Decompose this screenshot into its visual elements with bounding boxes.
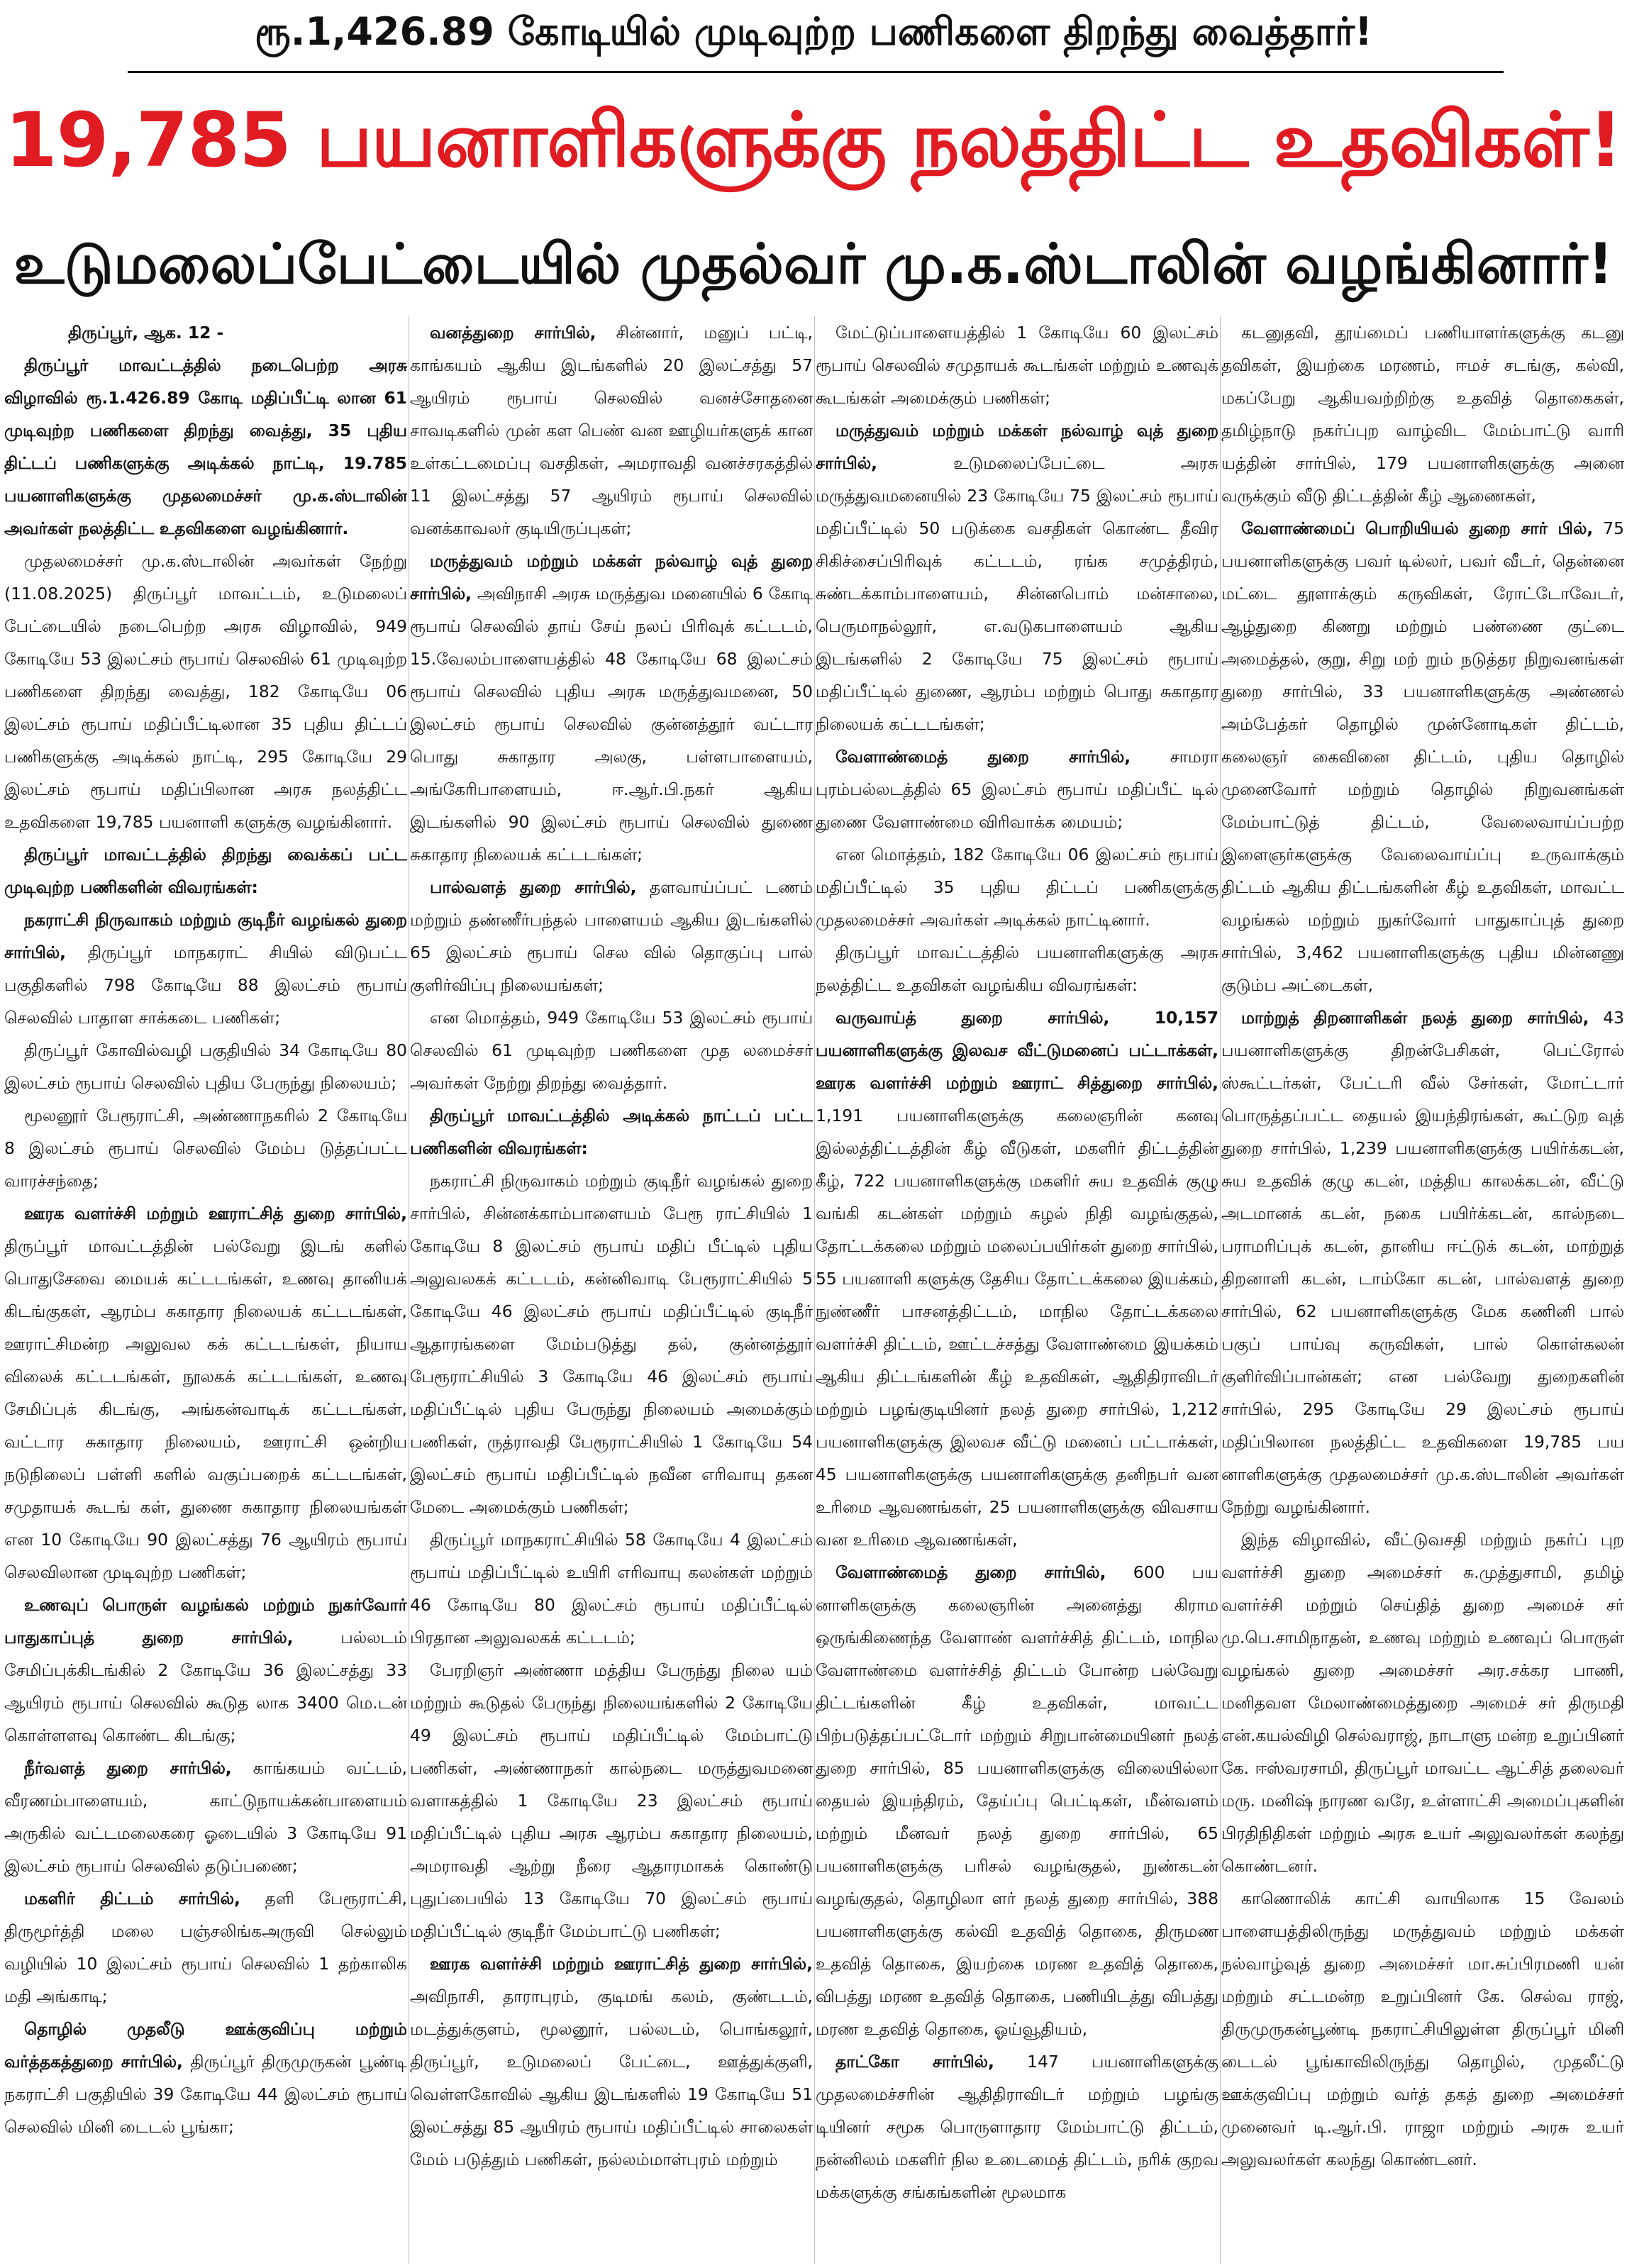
article-paragraph: மேட்டுப்பாளையத்தில் 1 கோடியே 60 இலட்சம் ரூபாய் செலவில் சமுதாயக் கூடங்கள் மற்றும் உணவுக் கூடங்கள் அமைக்கும் பணிகள்; — [816, 323, 1218, 408]
article-paragraph: என மொத்தம், 949 கோடியே 53 இலட்சம் ரூபாய் செலவில் 61 முடிவுற்ற பணிகளை முத லமைச்சர் அவர்கள் நேற்று திறந்து வைத்தார். — [410, 1008, 813, 1093]
paragraph-lead-in: மகளிர் திட்டம் சார்பில், — [24, 1889, 240, 1908]
paragraph-lead-in: வேளாண்மைத் துறை சார்பில், — [835, 747, 1131, 767]
paragraph-text: 43 பயனாளிகளுக்கு திறன்பேசிகள், பெட்ரோல் ஸ்கூட்டர்கள், பேட்டரி வீல் சேர்கள், மோட்டார் பொருத்தப்பட்ட தையல் இயந்திரங்கள், கூட்டுற வுத் துறை சார்பில், 1,239 பயனாளிகளுக்கு பயிர்க்கடன், சுய உதவிக் குழு கடன், மத்திய காலக்கடன், வீட்டு அடமானக் கடன், நகை பயிர்க்கடன், கால்நடை பராமரிப்புக் கடன், தானிய ஈட்டுக் கடன், மாற்றுத் திறனாளி கடன், டாம்கோ கடன், பால்வளத் துறை சார்பில், 62 பயனாளிகளுக்கு மேக கணினி பால் பகுப் பாய்வு கருவிகள், பால் கொள்கலன் குளிர்விப்பான்கள்; என பல்வேறு துறைகளின் சார்பில், 295 கோடியே 29 இலட்சம் ரூபாய் மதிப்பிலான நலத்திட்ட உதவிகளை 19,785 பய னாளிகளுக்கு முதலமைச்சர் மு.க.ஸ்டாலின் அவர்கள் நேற்று வழங்கினார். — [1221, 1008, 1624, 1517]
paragraph-text: 600 பய னாளிகளுக்கு கலைஞரின் அனைத்து கிராம ஒருங்கிணைந்த வேளாண் வளர்ச்சித் திட்டம், மாநில வேளாண்மை வளர்ச்சித் திட்டம் போன்ற பல்வேறு திட்டங்களின் கீழ் உதவிகள், மாவட்ட பிற்படுத்தப்பட்டோர் மற்றும் சிறுபான்மையினர் நலத் துறை சார்பில், 85 பயனாளிகளுக்கு விலையில்லா தையல் இயந்திரம், தேய்ப்பு பெட்டிகள், மீன்வளம் மற்றும் மீனவர் நலத் துறை சார்பில், 65 பயனாளிகளுக்கு பரிசல் வழங்குதல், நுண்கடன் வழங்குதல், தொழிலா ளர் நலத் துறை சார்பில், 388 பயனாளிகளுக்கு கல்வி உதவித் தொகை, திருமண உதவித் தொகை, இயற்கை மரண உதவித் தொகை, விபத்து மரண உதவித் தொகை, பணியிடத்து விபத்து மரண உதவித் தொகை, ஓய்வூதியம், — [816, 1562, 1218, 2039]
article-paragraph: காணொலிக் காட்சி வாயிலாக 15 வேலம் பாளையத்திலிருந்து மருத்துவம் மற்றும் மக்கள் நல்வாழ்வுத் துறை அமைச்சர் மா.சுப்பிரமணி யன் மற்றும் சட்டமன்ற உறுப்பினர் கே. செல்வ ராஜ், திருமுருகன்பூண்டி நகராட்சியிலுள்ள திருப்பூர் மினி டைடல் பூங்காவிலிருந்து தொழில், முதலீட்டு ஊக்குவிப்பு மற்றும் வர்த் தகத் துறை அமைச்சர் முனைவர் டி.ஆர்.பி. ராஜா மற்றும் அரசு உயர் அலுவலர்கள் கலந்து கொண்டனர். — [1221, 1889, 1624, 2169]
article-paragraph: திருப்பூர் மாநகராட்சியில் 58 கோடியே 4 இலட்சம் ரூபாய் மதிப்பீட்டில் உயிரி எரிவாயு கலன்கள் மற்றும் 46 கோடியே 80 இலட்சம் ரூபாய் மதிப்பீட்டில் பிரதான அலுவலகக் கட்டடம்; — [410, 1530, 813, 1647]
article-column-1 — [4, 316, 407, 2265]
paragraph-text: 1,191 பயனாளிகளுக்கு கலைஞரின் கனவு இல்லத்திட்டத்தின் கீழ் வீடுகள், மகளிர் திட்டத்தின் கீழ், 722 பயனாளிகளுக்கு மகளிர் சுய உதவிக் குழு வங்கி கடன்கள் மற்றும் சுழல் நிதி வழங்குதல், தோட்டக்கலை மற்றும் மலைப்பயிர்கள் துறை சார்பில், 55 பயனாளி களுக்கு தேசிய தோட்டக்கலை இயக்கம், நுண்ணீர் பாசனத்திட்டம், மாநில தோட்டக்கலை வளர்ச்சி திட்டம், ஊட்டச்சத்து வேளாண்மை இயக்கம் ஆகிய திட்டங்களின் கீழ் உதவிகள், ஆதிதிராவிடர் மற்றும் பழங்குடியினர் நலத் துறை சார்பில், 1,212 பயனாளிகளுக்கு இலவச வீட்டு மனைப் பட்டாக்கள், 45 பயனாளிகளுக்கு பயனாளிகளுக்கு தனிநபர் வன உரிமை ஆவணங்கள், 25 பயனாளிகளுக்கு விவசாய வன உரிமை ஆவணங்கள், — [816, 1106, 1218, 1550]
paragraph-lead-in: மருத்துவம் மற்றும் மக்கள் நல்வாழ் வுத் துறை சார்பில், — [816, 421, 1218, 473]
paragraph-text: பல்லடம் சேமிப்புக்கிடங்கில் 2 கோடியே 36 இலட்சத்து 33 ஆயிரம் ரூபாய் செலவில் கூடுத லாக 3400 மெ.டன் கொள்ளளவு கொண்ட கிடங்கு; — [4, 1628, 407, 1745]
article-paragraph: கடனுதவி, தூய்மைப் பணியாளர்களுக்கு கடனு தவிகள், இயற்கை மரணம், ஈமச் சடங்கு, கல்வி, மகப்பேறு ஆகியவற்றிற்கு உதவித் தொகைகள், தமிழ்நாடு நகர்ப்புற வாழ்விட மேம்பாட்டு வாரி யத்தின் சார்பில், 179 பயனாளிகளுக்கு அனை வருக்கும் வீடு திட்டத்தின் கீழ் ஆணைகள், — [1221, 323, 1624, 506]
article-paragraph — [410, 1947, 813, 2176]
article-column-4 — [1221, 316, 1624, 2265]
paragraph-text: திருப்பூர் மாவட்டத்தின் பல்வேறு இடங் களில் பொதுசேவை மையக் கட்டடங்கள், உணவு தானியக் கிடங்குகள், ஆரம்ப சுகாதார நிலையக் கட்டடங்கள், ஊராட்சிமன்ற அலுவல கக் கட்டடங்கள், நியாய விலைக் கட்டடங்கள், நூலகக் கட்டடங்கள், உணவு சேமிப்புக் கிடங்கு, அங்கன்வாடிக் கட்டடங்கள், வட்டார சுகாதார நிலையம், ஊராட்சி ஒன்றிய நடுநிலைப் பள்ளி களில் வகுப்பறைக் கட்டடங்கள், சமுதாயக் கூடங் கள், துணை சுகாதார நிலையங்கள் என 10 கோடியே 90 இலட்சத்து 76 ஆயிரம் ரூபாய் செலவிலான முடிவுற்ற பணிகள்; — [4, 1236, 407, 1582]
section-heading: திருப்பூர் மாவட்டத்தில் அடிக்கல் நாட்டப் பட்ட பணிகளின் விவரங்கள்: — [410, 1106, 813, 1158]
paragraph-text: சின்னார், மனுப் பட்டி, காங்கயம் ஆகிய இடங்களில் 20 இலட்சத்து 57 ஆயிரம் ரூபாய் செலவில் வனச்சோதனை சாவடிகளில் முன் கள பெண் வன ஊழியர்களுக் கான உள்கட்டமைப்பு வசதிகள், அமராவதி வனச்சரகத்தில் 11 இலட்சத்து 57 ஆயிரம் ரூபாய் செலவில் வனக்காவலர் குடியிருப்புகள்; — [410, 323, 813, 538]
kicker-divider — [128, 71, 1504, 73]
paragraph-lead-in: ஊரக வளர்ச்சி மற்றும் ஊராட்சித் துறை சார்பில், — [24, 1204, 407, 1223]
article-paragraph: திருப்பூர் கோவில்வழி பகுதியில் 34 கோடியே 80 இலட்சம் ரூபாய் செலவில் புதிய பேருந்து நிலையம்; — [4, 1040, 407, 1093]
paragraph-lead-in: நீர்வளத் துறை சார்பில், — [24, 1758, 232, 1778]
paragraph-lead-in: தொழில் முதலீடு ஊக்குவிப்பு மற்றும் வர்த்தகத்துறை சார்பில், — [4, 2019, 407, 2072]
article-paragraph — [410, 871, 813, 1001]
article-paragraph — [4, 1589, 407, 1752]
paragraph-text: 147 பயனாளிகளுக்கு முதலமைச்சரின் ஆதிதிராவிடர் மற்றும் பழங்கு டியினர் சமூக பொருளாதார மேம்பாட்டு திட்டம், நன்னிலம் மகளிர் நில உடைமைத் திட்டம், நரிக் குறவ மக்களுக்கு சங்கங்களின் மூலமாக — [816, 2052, 1218, 2202]
paragraph-lead-in: நகராட்சி நிருவாகம் மற்றும் குடிநீர் வழங்கல் துறை சார்பில், — [4, 910, 407, 962]
paragraph-text: திருப்பூர் மாநகராட் சியில் விடுபட்ட பகுதிகளில் 798 கோடியே 88 இலட்சம் ரூபாய் செலவில் பாதாள சாக்கடை பணிகள்; — [4, 943, 407, 1028]
article-paragraph: முதலமைச்சர் மு.க.ஸ்டாலின் அவர்கள் நேற்று (11.08.2025) திருப்பூர் மாவட்டம், உடுமலைப் பேட்டையில் நடைபெற்ற அரசு விழாவில், 949 கோடியே 53 இலட்சம் ரூபாய் செலவில் 61 முடிவுற்ற பணிகளை திறந்து வைத்து, 182 கோடியே 06 இலட்சம் ரூபாய் மதிப்பீட்டிலான 35 புதிய திட்டப் பணிகளுக்கு அடிக்கல் நாட்டி, 295 கோடியே 29 இலட்சம் ரூபாய் மதிப்பிலான அரசு நலத்திட்ட உதவிகளை 19,785 பயனாளி களுக்கு வழங்கினார். — [4, 551, 407, 832]
article-paragraph — [816, 1556, 1218, 2045]
column-divider — [1220, 316, 1221, 2264]
article-paragraph — [816, 414, 1218, 740]
article-paragraph: நகராட்சி நிருவாகம் மற்றும் குடிநீர் வழங்கல் துறை சார்பில், சின்னக்காம்பாளையம் பேரூ ராட்சியில் 1 கோடியே 8 இலட்சம் ரூபாய் மதிப் பீட்டில் புதிய அலுவலகக் கட்டடம், கன்னிவாடி பேரூராட்சியில் 5 கோடியே 46 இலட்சம் ரூபாய் மதிப்பீட்டில் குடிநீர் ஆதாரங்களை மேம்படுத்து தல், குன்னத்தூர் பேரூராட்சியில் 3 கோடியே 46 இலட்சம் ரூபாய் மதிப்பீட்டில் புதிய பேருந்து நிலையம் அமைக்கும் பணிகள், ருத்ராவதி பேரூராட்சியில் 1 கோடியே 54 இலட்சம் ரூபாய் மதிப்பீட்டில் நவீன எரிவாயு தகன மேடை அமைக்கும் பணிகள்; — [410, 1171, 813, 1517]
article-paragraph: இந்த விழாவில், வீட்டுவசதி மற்றும் நகர்ப் புற வளர்ச்சி துறை அமைச்சர் சு.முத்துசாமி, தமிழ் வளர்ச்சி மற்றும் செய்தித் துறை அமைச் சர் மு.பெ.சாமிநாதன், உணவு மற்றும் உணவுப் பொருள் வழங்கல் துறை அமைச்சர் அர.சக்கர பாணி, மனிதவள மேலாண்மைத்துறை அமைச் சர் திருமதி என்.கயல்விழி செல்வராஜ், நாடாளு மன்ற உறுப்பினர் கே. ஈஸ்வரசாமி, திருப்பூர் மாவட்ட ஆட்சித் தலைவர் மரு. மனிஷ் நாரண வரே, உள்ளாட்சி அமைப்புகளின் பிரதிநிதிகள் மற்றும் அரசு உயர் அலுவலர்கள் கலந்து கொண்டனர். — [1221, 1530, 1624, 1876]
article-lead-paragraph: திருப்பூர் மாவட்டத்தில் நடைபெற்ற அரசு விழாவில் ரூ.1.426.89 கோடி மதிப்பீட்டி லான 61 முடிவுற்ற பணிகளை திறந்து வைத்து, 35 புதிய திட்டப் பணிகளுக்கு அடிக்கல் நாட்டி, 19.785 பயனாளிகளுக்கு முதலமைச்சர் மு.க.ஸ்டாலின் அவர்கள் நலத்திட்ட உதவிகளை வழங்கினார். — [4, 355, 407, 538]
article-paragraph — [816, 1001, 1218, 1556]
paragraph-text: தளவாய்ப்பட் டணம் மற்றும் தண்ணீர்பந்தல் பாளையம் ஆகிய இடங்களில் 65 இலட்சம் ரூபாய் செல வில் தொகுப்பு பால் குளிர்விப்பு நிலையங்கள்; — [410, 877, 813, 995]
paragraph-lead-in: தாட்கோ சார்பில், — [835, 2052, 994, 2072]
article-paragraph: என மொத்தம், 182 கோடியே 06 இலட்சம் ரூபாய் மதிப்பீட்டில் 35 புதிய திட்டப் பணிகளுக்கு முதலமைச்சர் அவர்கள் அடிக்கல் நாட்டினார். — [816, 845, 1218, 930]
article-column-2 — [410, 316, 813, 2265]
paragraph-lead-in: வேளாண்மைப் பொறியியல் துறை சார் பில், — [1241, 518, 1594, 538]
article-paragraph: பேரறிஞர் அண்ணா மத்திய பேருந்து நிலை யம் மற்றும் கூடுதல் பேருந்து நிலையங்களில் 2 கோடியே 49 இலட்சம் ரூபாய் மதிப்பீட்டில் மேம்பாட்டு பணிகள், அண்ணாநகர் கால்நடை மருத்துவமனை வளாகத்தில் 1 கோடியே 23 இலட்சம் ரூபாய் மதிப்பீட்டில் புதிய அரசு ஆரம்ப சுகாதார நிலையம், அமராவதி ஆற்று நீரை ஆதாரமாகக் கொண்டு புதுப்பையில் 13 கோடியே 70 இலட்சம் ரூபாய் மதிப்பீட்டில் குடிநீர் மேம்பாட்டு பணிகள்; — [410, 1660, 813, 1941]
paragraph-text: 75 பயனாளிகளுக்கு பவர் டில்லர், பவர் வீடர், தென்னை மட்டை தூளாக்கும் கருவிகள், ரோட்டோவேடர், ஆழ்துறை கிணறு மற்றும் பண்ணை குட்டை அமைத்தல், குறு, சிறு மற் றும் நடுத்தர நிறுவனங்கள் துறை சார்பில், 33 பயனாளிகளுக்கு அண்ணல் அம்பேத்கர் தொழில் முன்னோடிகள் திட்டம், கலைஞர் கைவினை திட்டம், புதிய தொழில் முனைவோர் மற்றும் தொழில் நிறுவனங்கள் மேம்பாட்டுத் திட்டம், வேலைவாய்ப்பற்ற இளைஞர்களுக்கு வேலைவாய்ப்பு உருவாக்கும் திட்டம் ஆகிய திட்டங்களின் கீழ் உதவிகள், மாவட்ட வழங்கல் மற்றும் நுகர்வோர் பாதுகாப்புத் துறை சார்பில், 3,462 பயனாளிகளுக்கு புதிய மின்னணு குடும்ப அட்டைகள், — [1221, 518, 1624, 995]
article-paragraph — [4, 1882, 407, 2013]
paragraph-text: திருப்பூர் திருமுருகன் பூண்டி நகராட்சி பகுதியில் 39 கோடியே 44 இலட்சம் ரூபாய் செலவில் மினி டைடல் பூங்கா; — [4, 2052, 407, 2137]
paragraph-lead-in: மாற்றுத் திறனாளிகள் நலத் துறை சார்பில், — [1241, 1008, 1589, 1028]
article-paragraph — [4, 904, 407, 1034]
paragraph-lead-in: பால்வளத் துறை சார்பில், — [430, 877, 637, 897]
article-paragraph — [1221, 1001, 1624, 1523]
article-paragraph — [816, 740, 1218, 838]
paragraph-lead-in: வனத்துறை சார்பில், — [430, 323, 596, 343]
article-headline: 19,785 பயனாளிகளுக்கு நலத்திட்ட உதவிகள்! — [4, 96, 1623, 184]
article-paragraph — [4, 2013, 407, 2143]
paragraph-text: காங்கயம் வட்டம், வீரணம்பாளையம், காட்டுநாயக்கன்பாளையம் அருகில் வட்டமலைகரை ஓடையில் 3 கோடியே 91 இலட்சம் ரூபாய் செலவில் தடுப்பணை; — [4, 1758, 407, 1876]
article-paragraph — [410, 316, 813, 545]
paragraph-text: அவிநாசி, தாராபுரம், குடிமங் கலம், குண்டடம், மடத்துக்குளம், மூலனூர், பல்லடம், பொங்கலூர், திருப்பூர், உடுமலைப் பேட்டை, ஊத்துக்குளி, வெள்ளகோவில் ஆகிய இடங்களில் 19 கோடியே 51 இலட்சத்து 85 ஆயிரம் ரூபாய் மதிப்பீட்டில் சாலைகள் மேம் படுத்தும் பணிகள், நல்லம்மாள்புரம் மற்றும் — [410, 1986, 813, 2169]
article-subheadline: உடுமலைப்பேட்டையில் முதல்வர் மு.க.ஸ்டாலின் வழங்கினார்! — [13, 233, 1614, 296]
article-dateline: திருப்பூர், ஆக. 12 - — [68, 323, 224, 343]
article-kicker: ரூ.1,426.89 கோடியில் முடிவுற்ற பணிகளை திறந்து வைத்தார்! — [255, 9, 1372, 54]
paragraph-lead-in: வருவாய்த் துறை சார்பில், 10,157 பயனாளிகளுக்கு இலவச வீட்டுமனைப் பட்டாக்கள், ஊரக வளர்ச்சி மற்றும் ஊராட் சித்துறை சார்பில், — [816, 1008, 1218, 1093]
article-paragraph — [410, 545, 813, 871]
article-paragraph — [1221, 512, 1624, 1001]
paragraph-lead-in: மருத்துவம் மற்றும் மக்கள் நல்வாழ் வுத் துறை சார்பில், — [410, 551, 813, 604]
paragraph-text: தளி பேரூராட்சி, திருமூர்த்தி மலை பஞ்சலிங்கஅருவி செல்லும் வழியில் 10 இலட்சம் ரூபாய் செலவில் 1 தற்காலிக மதி அங்காடி; — [4, 1889, 407, 2006]
article-paragraph: மூலனூர் பேரூராட்சி, அண்ணாநகரில் 2 கோடியே 8 இலட்சம் ரூபாய் செலவில் மேம்ப டுத்தப்பட்ட வாரச்சந்தை; — [4, 1106, 407, 1191]
article-paragraph — [4, 1197, 407, 1589]
paragraph-lead-in: வேளாண்மைத் துறை சார்பில், — [835, 1562, 1106, 1582]
paragraph-lead-in: ஊரக வளர்ச்சி மற்றும் ஊராட்சித் துறை சார்பில், — [430, 1954, 813, 1974]
paragraph-lead-in: உணவுப் பொருள் வழங்கல் மற்றும் நுகர்வோர் பாதுகாப்புத் துறை சார்பில், — [4, 1595, 407, 1647]
article-paragraph: திருப்பூர் மாவட்டத்தில் பயனாளிகளுக்கு அரசு நலத்திட்ட உதவிகள் வழங்கிய விவரங்கள்: — [816, 943, 1218, 995]
article-column-3 — [816, 316, 1218, 2265]
article-paragraph — [816, 2045, 1218, 2208]
section-heading: திருப்பூர் மாவட்டத்தில் திறந்து வைக்கப் பட்ட முடிவுற்ற பணிகளின் விவரங்கள்: — [4, 845, 407, 897]
paragraph-text: அவிநாசி அரசு மருத்துவ மனையில் 6 கோடி ரூபாய் செலவில் தாய் சேய் நலப் பிரிவுக் கட்டடம், 15.வேலம்பாளையத்தில் 48 கோடியே 68 இலட்சம் ரூபாய் செலவில் புதிய அரசு மருத்துவமனை, 50 இலட்சம் ரூபாய் செலவில் குன்னத்தூர் வட்டார பொது சுகாதார அலகு, பள்ளபாளையம், அங்கேரிபாளையம், ஈ.ஆர்.பி.நகர் ஆகிய இடங்களில் 90 இலட்சம் ரூபாய் செலவில் துணை சுகாதார நிலையக் கட்டடங்கள்; — [410, 584, 813, 865]
paragraph-text: சாமரா புரம்பல்லடத்தில் 65 இலட்சம் ரூபாய் மதிப்பீட் டில் துணை வேளாண்மை விரிவாக்க மையம்; — [816, 747, 1218, 832]
article-paragraph — [4, 1752, 407, 1882]
paragraph-text: உடுமலைப்பேட்டை அரசு மருத்துவமனையில் 23 கோடியே 75 இலட்சம் ரூபாய் மதிப்பீட்டில் 50 படுக்கை வசதிகள் கொண்ட தீவிர சிகிச்சைப்பிரிவுக் கட்டடம், ரங்க சமுத்திரம், சுண்டக்காம்பாளையம், சின்னபொம் மன்சாலை, பெருமாநல்லூர், எ.வடுகபாளையம் ஆகிய இடங்களில் 2 கோடியே 75 இலட்சம் ரூபாய் மதிப்பீட்டில் துணை, ஆரம்ப மற்றும் பொது சுகாதார நிலையக் கட்டடங்கள்; — [816, 453, 1218, 734]
column-divider — [814, 316, 815, 2264]
